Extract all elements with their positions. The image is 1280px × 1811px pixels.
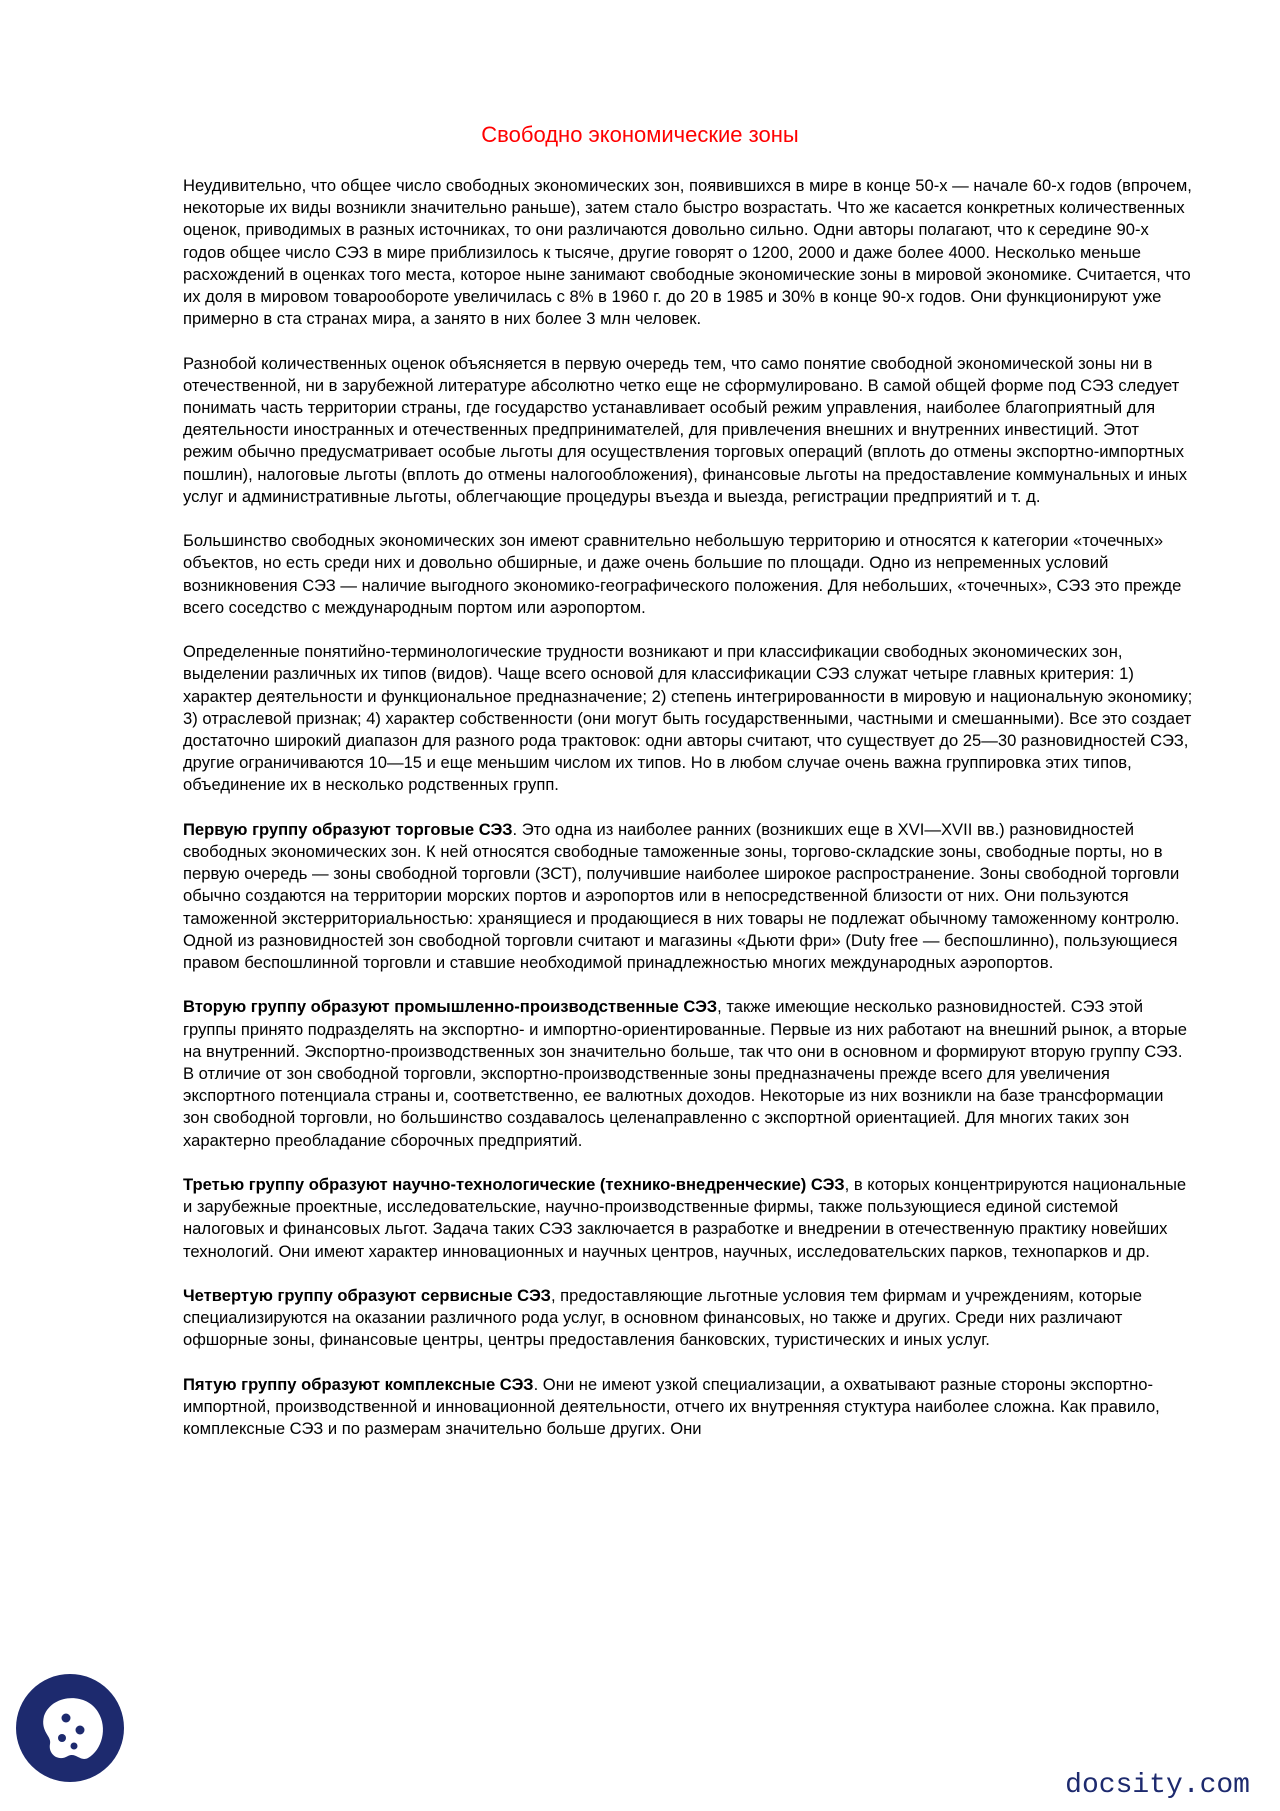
docsity-logo-icon[interactable] — [14, 1672, 126, 1784]
paragraph: Первую группу образуют торговые СЭЗ. Это одна из наиболее ранних (возникших еще в XVI—XVII вв.) разновидностей свободных экономических зон. К ней относятся свободные таможенные зоны, торгово-складские зоны, свободные порты, но в первую очередь — зоны свободной торговли (ЗСТ), получившие наиболее широкое распространение. Зоны свободной торговли обычно создаются на территории морских портов и аэропортов или в непосредственной близости от них. Они пользуются таможенной экстерриториальностью: хранящиеся и продающиеся в них товары не подлежат обычному таможенному контролю. Одной из разновидностей зон свободной торговли считают и магазины «Дьюти фри» (Duty free — беспошлинно), пользующиеся правом беспошлинной торговли и ставшие необходимой принадлежностью многих международных аэропортов. — [183, 819, 1180, 973]
paragraph: Четвертую группу образуют сервисные СЭЗ, предоставляющие льготные условия тем фирмам и учреждениям, которые специализируются на оказании различного рода услуг, в основном финансовых, но также и других. Среди них различают офшорные зоны, финансовые центры, центры предоставления банковских, туристических и иных услуг. — [183, 1286, 1142, 1350]
paragraph: Разнобой количественных оценок объясняется в первую очередь тем, что само понятие свободной экономической зоны ни в отечественной, ни в зарубежной литературе абсолютно четко еще не сформулировано. В самой общей форме под СЭЗ следует понимать часть территории страны, где государство устанавливает особый режим управления, наиболее благоприятный для деятельности иностранных и отечественных предпринимателей, для привлечения внешних и внутренних инвестиций. Этот режим обычно предусматривает особые льготы для осуществления торговых операций (вплоть до отмены экспортно-импортных пошлин), налоговые льготы (вплоть до отмены налогообложения), финансовые льготы на предоставление коммунальных и иных услуг и административные льготы, облегчающие процедуры въезда и выезда, регистрации предприятий и т. д. — [183, 353, 1187, 506]
docsity-watermark[interactable]: docsity.com — [1065, 1770, 1250, 1801]
paragraph: Неудивительно, что общее число свободных экономических зон, появившихся в мире в конце 50-х — начале 60-х годов (впрочем, некоторые их виды возникли значительно раньше), затем стало быстро возрастать. Что же касается конкретных количественных оценок, приводимых в разных источниках, то они различаются довольно сильно. Одни авторы полагают, что к середине 90-х годов общее число СЭЗ в мире приблизилось к тысяче, другие говорят о 1200, 2000 и даже более 4000. Несколько меньше расхождений в оценках того места, которое ныне занимают свободные экономические зоны в мировой экономике. Считается, что их доля в мировом товарообороте увеличилась с 8% в 1960 г. до 20 в 1985 и 30% в конце 90-х годов. Они функционируют уже примерно в ста странах мира, а занято в них более 3 млн человек. — [183, 176, 1192, 329]
paragraph: Третью группу образуют научно-технологические (технико-внедренческие) СЭЗ, в которых концентрируются национальные и зарубежные проектные, исследовательские, научно-производственные фирмы, также пользующиеся единой системой налоговых и финансовых льгот. Задача таких СЭЗ заключается в разработке и внедрении в отечественную практику новейших технологий. Они имеют характер инновационных и научных центров, научных, исследовательских парков, технопарков и др. — [183, 1175, 1187, 1261]
paragraph-lead: Первую группу образуют торговые СЭЗ — [183, 819, 513, 839]
paragraph: Вторую группу образуют промышленно-производственные СЭЗ, также имеющие несколько разновидностей. СЭЗ этой группы принято подразделять на экспортно- и импортно-ориентированные. Первые из них работают на внешний рынок, а вторые на внутренний. Экспортно-производственных зон значительно больше, так что они в основном и формируют вторую группу СЭЗ. В отличие от зон свободной торговли, экспортно-производственные зоны предназначены прежде всего для увеличения экспортного потенциала страны и, соответственно, ее валютных доходов. Некоторые из них возникли на базе трансформации зон свободной торговли, но большинство создавалось целенаправленно с экспортной ориентацией. Для многих таких зон характерно преобладание сборочных предприятий. — [183, 997, 1188, 1150]
paragraph: Пятую группу образуют комплексные СЭЗ. Они не имеют узкой специализации, а охватывают разные стороны экспортно-импортной, производственной и инновационной деятельности, отчего их внутренняя стуктура наиболее сложна. Как правило, комплексные СЭЗ и по размерам значительно больше других. Они — [183, 1374, 1160, 1439]
paragraph: Большинство свободных экономических зон имеют сравнительно небольшую территорию и относятся к категории «точечных» объектов, но есть среди них и довольно обширные, и даже очень большие по площади. Одно из непременных условий возникновения СЭЗ — наличие выгодного экономико-географического положения. Для небольших, «точечных», СЭЗ это прежде всего соседство с международным портом или аэропортом. — [183, 531, 1182, 617]
page-title: Свободно экономические зоны — [481, 122, 799, 147]
paragraph-lead: Четвертую группу образуют сервисные СЭЗ — [183, 1286, 551, 1306]
paragraph: Определенные понятийно-терминологические трудности возникают и при классификации свободных экономических зон, выделении различных их типов (видов). Чаще всего основой для классификации СЭЗ служат четыре главных критерия: 1) характер деятельности и функциональное предназначение; 2) степень интегрированности в мировую и национальную экономику; 3) отраслевой признак; 4) характер собственности (они могут быть государственными, частными и смешанными). Все это создает достаточно широкий диапазон для разного рода трактовок: одни авторы считают, что существует до 25—30 разновидностей СЭЗ, другие ограничиваются 10—15 и еще меньшим числом их типов. Но в любом случае очень важна группировка этих типов, объединение их в несколько родственных групп. — [183, 642, 1193, 795]
paragraph-lead: Вторую группу образуют промышленно-производственные СЭЗ — [183, 997, 718, 1017]
paragraph-lead: Третью группу образуют научно-технологические (технико-внедренческие) СЭЗ — [183, 1175, 845, 1195]
document-body — [183, 175, 1193, 1463]
paragraph-lead: Пятую группу образуют комплексные СЭЗ — [183, 1374, 534, 1394]
